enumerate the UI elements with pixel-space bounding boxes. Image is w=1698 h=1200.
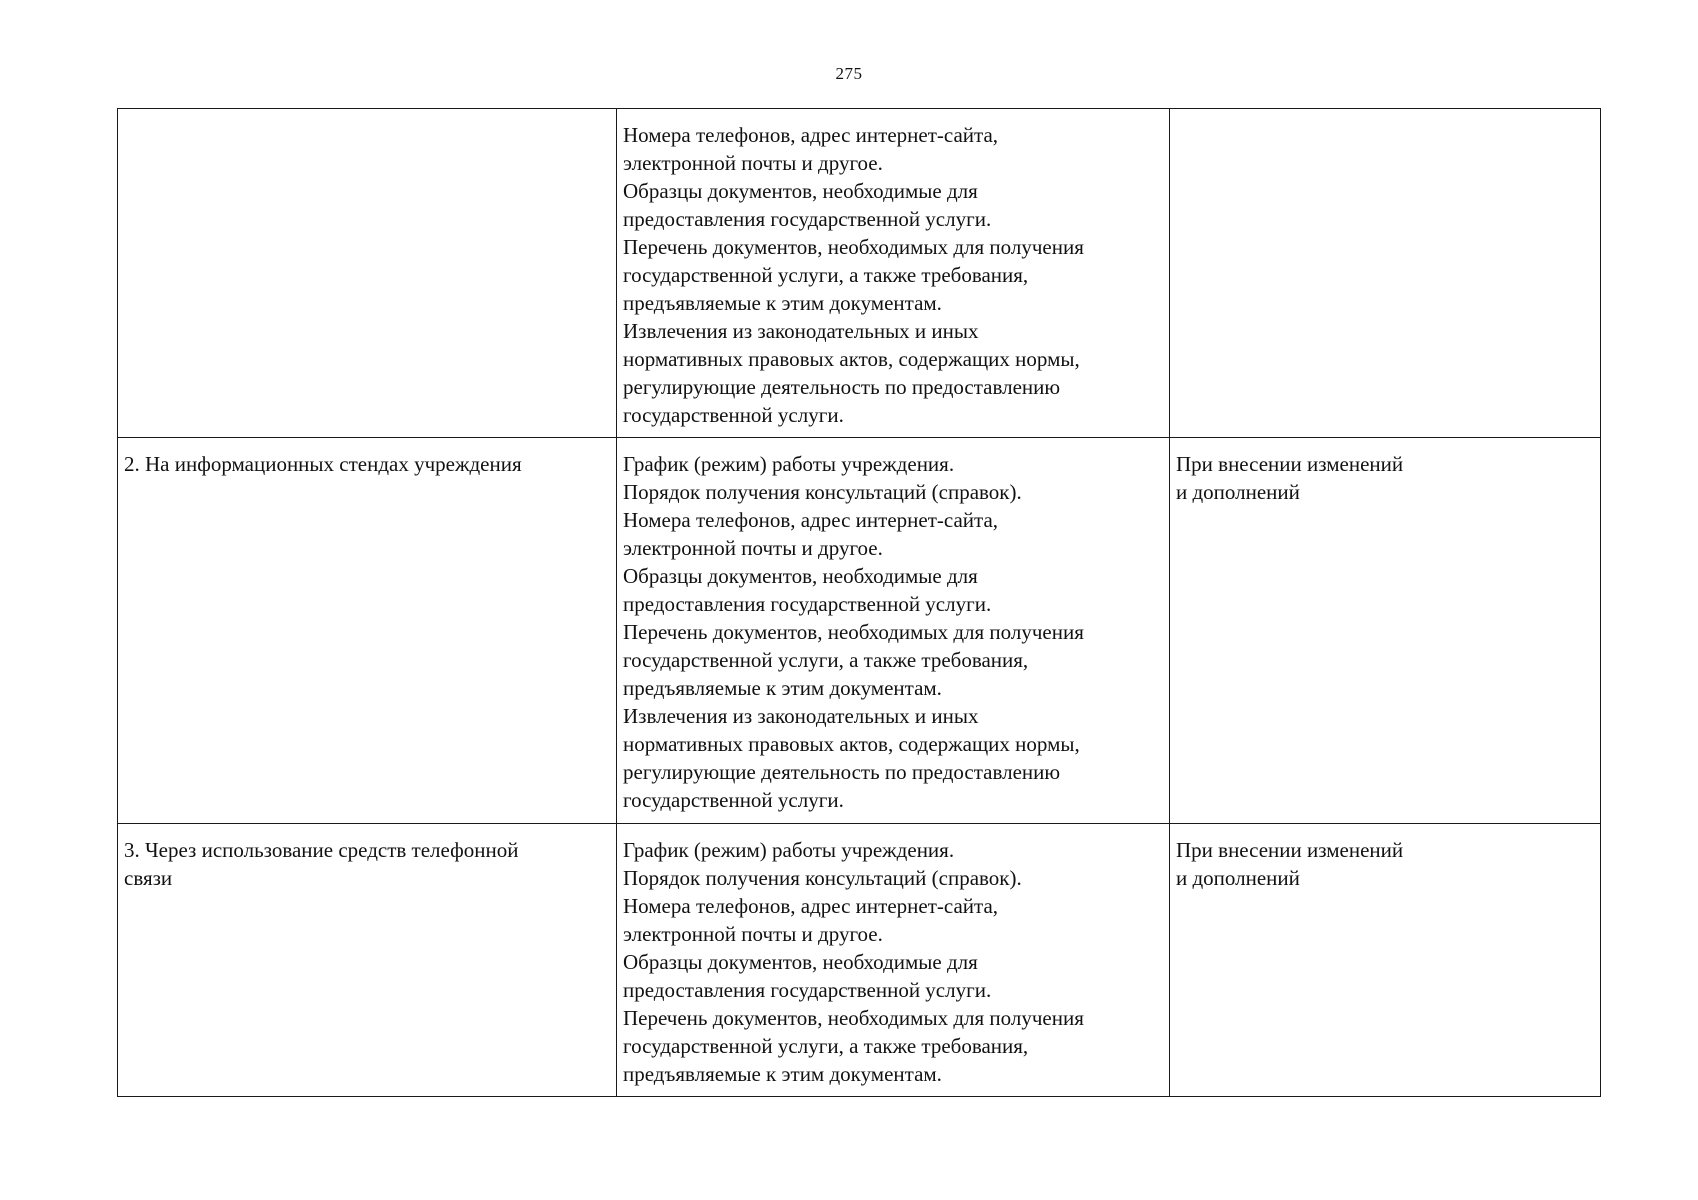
information-table <box>117 108 1601 1097</box>
cell-text-line: Извлечения из законодательных и иных <box>623 319 979 343</box>
cell-text-line: и дополнений <box>1176 866 1300 890</box>
method-cell <box>118 438 617 824</box>
content-cell <box>617 109 1170 438</box>
cell-text-line: Перечень документов, необходимых для получения <box>623 235 1084 259</box>
table-row <box>118 824 1601 1097</box>
content-cell <box>617 824 1170 1097</box>
cell-text-line: График (режим) работы учреждения. <box>623 838 955 862</box>
cell-text-line: Порядок получения консультаций (справок). <box>623 480 1022 504</box>
cell-text-line: государственной услуги, а также требования, <box>623 1034 1029 1058</box>
cell-text-line: При внесении изменений <box>1176 838 1404 862</box>
table-row <box>118 438 1601 824</box>
cell-text-line: Перечень документов, необходимых для получения <box>623 1006 1084 1030</box>
page-number: 275 <box>835 64 863 83</box>
cell-text-line: Номера телефонов, адрес интернет-сайта, <box>623 894 999 918</box>
cell-text-line: предоставления государственной услуги. <box>623 207 992 231</box>
cell-text-line: 3. Через использование средств телефонной <box>124 838 519 862</box>
cell-text-line: государственной услуги. <box>623 788 844 812</box>
cell-text-line: предъявляемые к этим документам. <box>623 1062 942 1086</box>
cell-text-line: предоставления государственной услуги. <box>623 978 992 1002</box>
cell-text-line: и дополнений <box>1176 480 1300 504</box>
cell-text-line: государственной услуги. <box>623 403 844 427</box>
method-cell <box>118 824 617 1097</box>
cell-text-line: При внесении изменений <box>1176 452 1404 476</box>
cell-text-line: Номера телефонов, адрес интернет-сайта, <box>623 123 999 147</box>
cell-text-line: электронной почты и другое. <box>623 151 883 175</box>
content-cell <box>617 438 1170 824</box>
cell-text-line: Номера телефонов, адрес интернет-сайта, <box>623 508 999 532</box>
cell-text-line: предъявляемые к этим документам. <box>623 676 942 700</box>
cell-text-line: государственной услуги, а также требования, <box>623 263 1029 287</box>
cell-text-line: 2. На информационных стендах учреждения <box>124 452 522 476</box>
cell-text-line: электронной почты и другое. <box>623 536 883 560</box>
cell-text-line: регулирующие деятельность по предоставлению <box>623 760 1061 784</box>
method-cell <box>118 109 617 438</box>
cell-text-line: предъявляемые к этим документам. <box>623 291 942 315</box>
cell-text-line: Образцы документов, необходимые для <box>623 950 978 974</box>
cell-text-line: Перечень документов, необходимых для получения <box>623 620 1084 644</box>
cell-text-line: предоставления государственной услуги. <box>623 592 992 616</box>
cell-text-line: Порядок получения консультаций (справок). <box>623 866 1022 890</box>
cell-text-line: Образцы документов, необходимые для <box>623 564 978 588</box>
update-cell <box>1170 438 1601 824</box>
cell-text-line: электронной почты и другое. <box>623 922 883 946</box>
cell-text-line: регулирующие деятельность по предоставлению <box>623 375 1061 399</box>
cell-text-line: Образцы документов, необходимые для <box>623 179 978 203</box>
cell-text-line: связи <box>124 866 173 890</box>
cell-text-line: государственной услуги, а также требования, <box>623 648 1029 672</box>
table-row <box>118 109 1601 438</box>
cell-text-line: нормативных правовых актов, содержащих нормы, <box>623 732 1080 756</box>
update-cell <box>1170 824 1601 1097</box>
cell-text-line: График (режим) работы учреждения. <box>623 452 955 476</box>
cell-text-line: Извлечения из законодательных и иных <box>623 704 979 728</box>
cell-text-line: нормативных правовых актов, содержащих нормы, <box>623 347 1080 371</box>
update-cell <box>1170 109 1601 438</box>
